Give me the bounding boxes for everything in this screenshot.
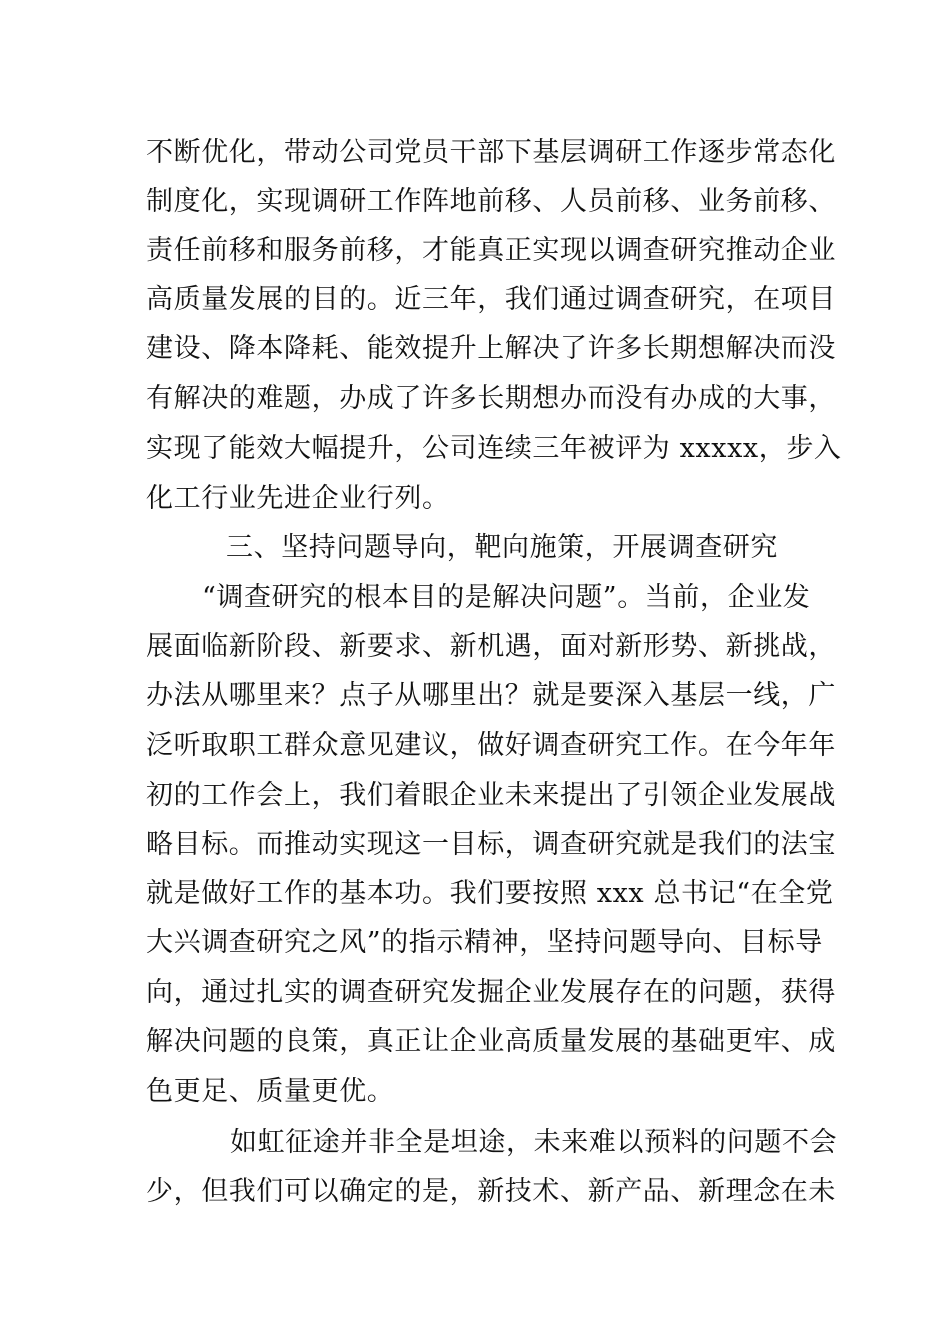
- text-line-content: 化工行业先进企业行列。: [146, 483, 450, 514]
- text-line: [0, 329, 950, 369]
- text-line: [0, 1172, 950, 1212]
- text-line: [0, 578, 950, 618]
- section-heading: [0, 528, 950, 568]
- text-line: [0, 479, 950, 519]
- text-line: [0, 776, 950, 816]
- text-line-content: 不断优化，带动公司党员干部下基层调研工作逐步常态化: [146, 137, 836, 168]
- text-line-content: 建设、降本降耗、能效提升上解决了许多长期想解决而没: [146, 333, 836, 364]
- text-line: [0, 973, 950, 1013]
- text-line-content: 制度化，实现调研工作阵地前移、人员前移、业务前移、: [146, 186, 836, 217]
- text-line: [0, 627, 950, 667]
- text-line: [0, 182, 950, 222]
- text-line: [0, 280, 950, 320]
- text-line: [0, 923, 950, 963]
- text-line-content: 少，但我们可以确定的是，新技术、新产品、新理念在未: [146, 1176, 836, 1207]
- text-line: [0, 429, 950, 469]
- text-line-content: “调查研究的根本目的是解决问题”。当前，企业发: [202, 582, 811, 613]
- text-line-content: 略目标。而推动实现这一目标，调查研究就是我们的法宝: [146, 829, 836, 860]
- text-line-content: 高质量发展的目的。近三年，我们通过调查研究，在项目: [146, 284, 836, 315]
- text-line: [0, 726, 950, 766]
- text-line-content: 大兴调查研究之风”的指示精神，坚持问题导向、目标导: [146, 927, 823, 958]
- text-line-content: 办法从哪里来？点子从哪里出？就是要深入基层一线，广: [146, 680, 836, 711]
- text-line: [0, 1022, 950, 1062]
- text-line-content: 初的工作会上，我们着眼企业未来提出了引领企业发展战: [146, 780, 836, 811]
- text-line-content: 如虹征途并非全是坦途，未来难以预料的问题不会: [230, 1127, 838, 1158]
- section-heading-text: 三、坚持问题导向，靶向施策，开展调查研究: [226, 532, 778, 563]
- text-line: [0, 379, 950, 419]
- text-line-content: 责任前移和服务前移，才能真正实现以调查研究推动企业: [146, 235, 836, 266]
- text-line-content: 有解决的难题，办成了许多长期想办而没有办成的大事，: [146, 383, 836, 414]
- text-line-content: 解决问题的良策，真正让企业高质量发展的基础更牢、成: [146, 1026, 836, 1057]
- text-line: [0, 1072, 950, 1112]
- text-line-content: 展面临新阶段、新要求、新机遇，面对新形势、新挑战，: [146, 631, 836, 662]
- text-line: [0, 1123, 950, 1163]
- text-line: [0, 874, 950, 914]
- text-line-content: 色更足、质量更优。: [146, 1076, 395, 1107]
- text-line-content: 实现了能效大幅提升，公司连续三年被评为 xxxxx，步入: [146, 433, 842, 464]
- text-line: [0, 133, 950, 173]
- text-line-content: 泛听取职工群众意见建议，做好调查研究工作。在今年年: [146, 730, 836, 761]
- text-line-content: 向，通过扎实的调查研究发掘企业发展存在的问题，获得: [146, 977, 836, 1008]
- text-line: [0, 676, 950, 716]
- text-line-content: 就是做好工作的基本功。我们要按照 xxx 总书记“在全党: [146, 878, 834, 909]
- text-line: [0, 231, 950, 271]
- text-line: [0, 825, 950, 865]
